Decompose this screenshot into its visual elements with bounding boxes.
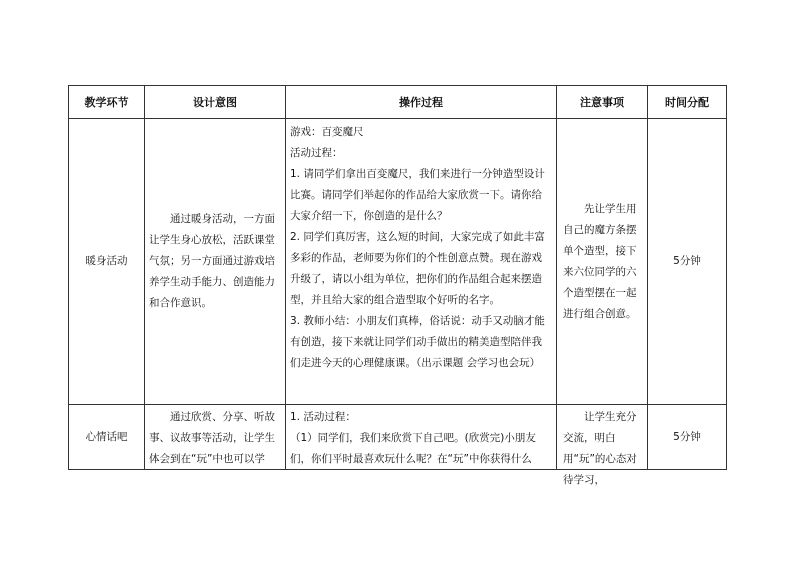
process-line: 活动过程：: [290, 147, 343, 159]
table-row: [69, 119, 727, 405]
process-line: 1. 请同学们拿出百变魔尺，我们来进行一分钟造型设计比赛。请同学们举起你的作品给大家欣赏一下。请你给大家介绍一下，你创造的是什么？: [290, 168, 545, 222]
intent-text: 通过暖身活动，一方面让学生身心放松，活跃课堂气氛；另一方面通过游戏培养学生动手能力、创造能力和合作意识。: [149, 213, 275, 309]
process-line: 1. 活动过程：: [290, 411, 356, 423]
process-line: （1）同学们，我们来欣赏下自己吧。(欣赏完)小朋友们，你们平时最喜欢玩什么呢？在“玩”中你获得什么: [290, 432, 536, 465]
lesson-plan-table: [68, 85, 727, 486]
intent-cell: [145, 119, 286, 405]
stage-cell: 暖身活动: [69, 119, 145, 405]
header-process: 操作过程: [286, 86, 557, 119]
notes-cell: [557, 405, 648, 486]
intent-text: 通过欣赏、分享、听故事、议故事等活动，让学生体会到在“玩”中也可以学: [149, 411, 275, 465]
intent-cell: [145, 405, 286, 470]
process-line: 2. 同学们真厉害，这么短的时间，大家完成了如此丰富多彩的作品，老师要为你们的个性创意点赞。现在游戏升级了，请以小组为单位，把你们的作品组合起来摆造型，并且给大家的组合造型取个好听的名字。: [290, 231, 545, 306]
notes-text: 先让学生用自己的魔方条摆单个造型，接下来六位同学的六个造型摆在一起进行组合创意。: [563, 202, 637, 320]
table-header-row: [69, 86, 727, 119]
stage-cell: 心情话吧: [69, 405, 145, 470]
header-intent: 设计意图: [145, 86, 286, 119]
process-line: 游戏：百变魔尺: [290, 126, 364, 138]
process-cell: [286, 405, 557, 470]
time-cell: 5分钟: [648, 405, 727, 470]
notes-text: 让学生充分交流，明白用“玩”的心态对待学习，: [563, 411, 637, 486]
header-time: 时间分配: [648, 86, 727, 119]
process-line: 3. 教师小结：小朋友们真棒，俗话说：动手又动脑才能有创造，接下来就让同学们动手做出的精美造型陪伴我们走进今天的心理健康课。（出示课题 会学习也会玩）: [290, 315, 545, 369]
notes-cell: [557, 119, 648, 405]
table-row: [69, 405, 727, 470]
time-cell: 5分钟: [648, 119, 727, 405]
header-notes: 注意事项: [557, 86, 648, 119]
process-cell: [286, 119, 557, 405]
header-stage: 教学环节: [69, 86, 145, 119]
